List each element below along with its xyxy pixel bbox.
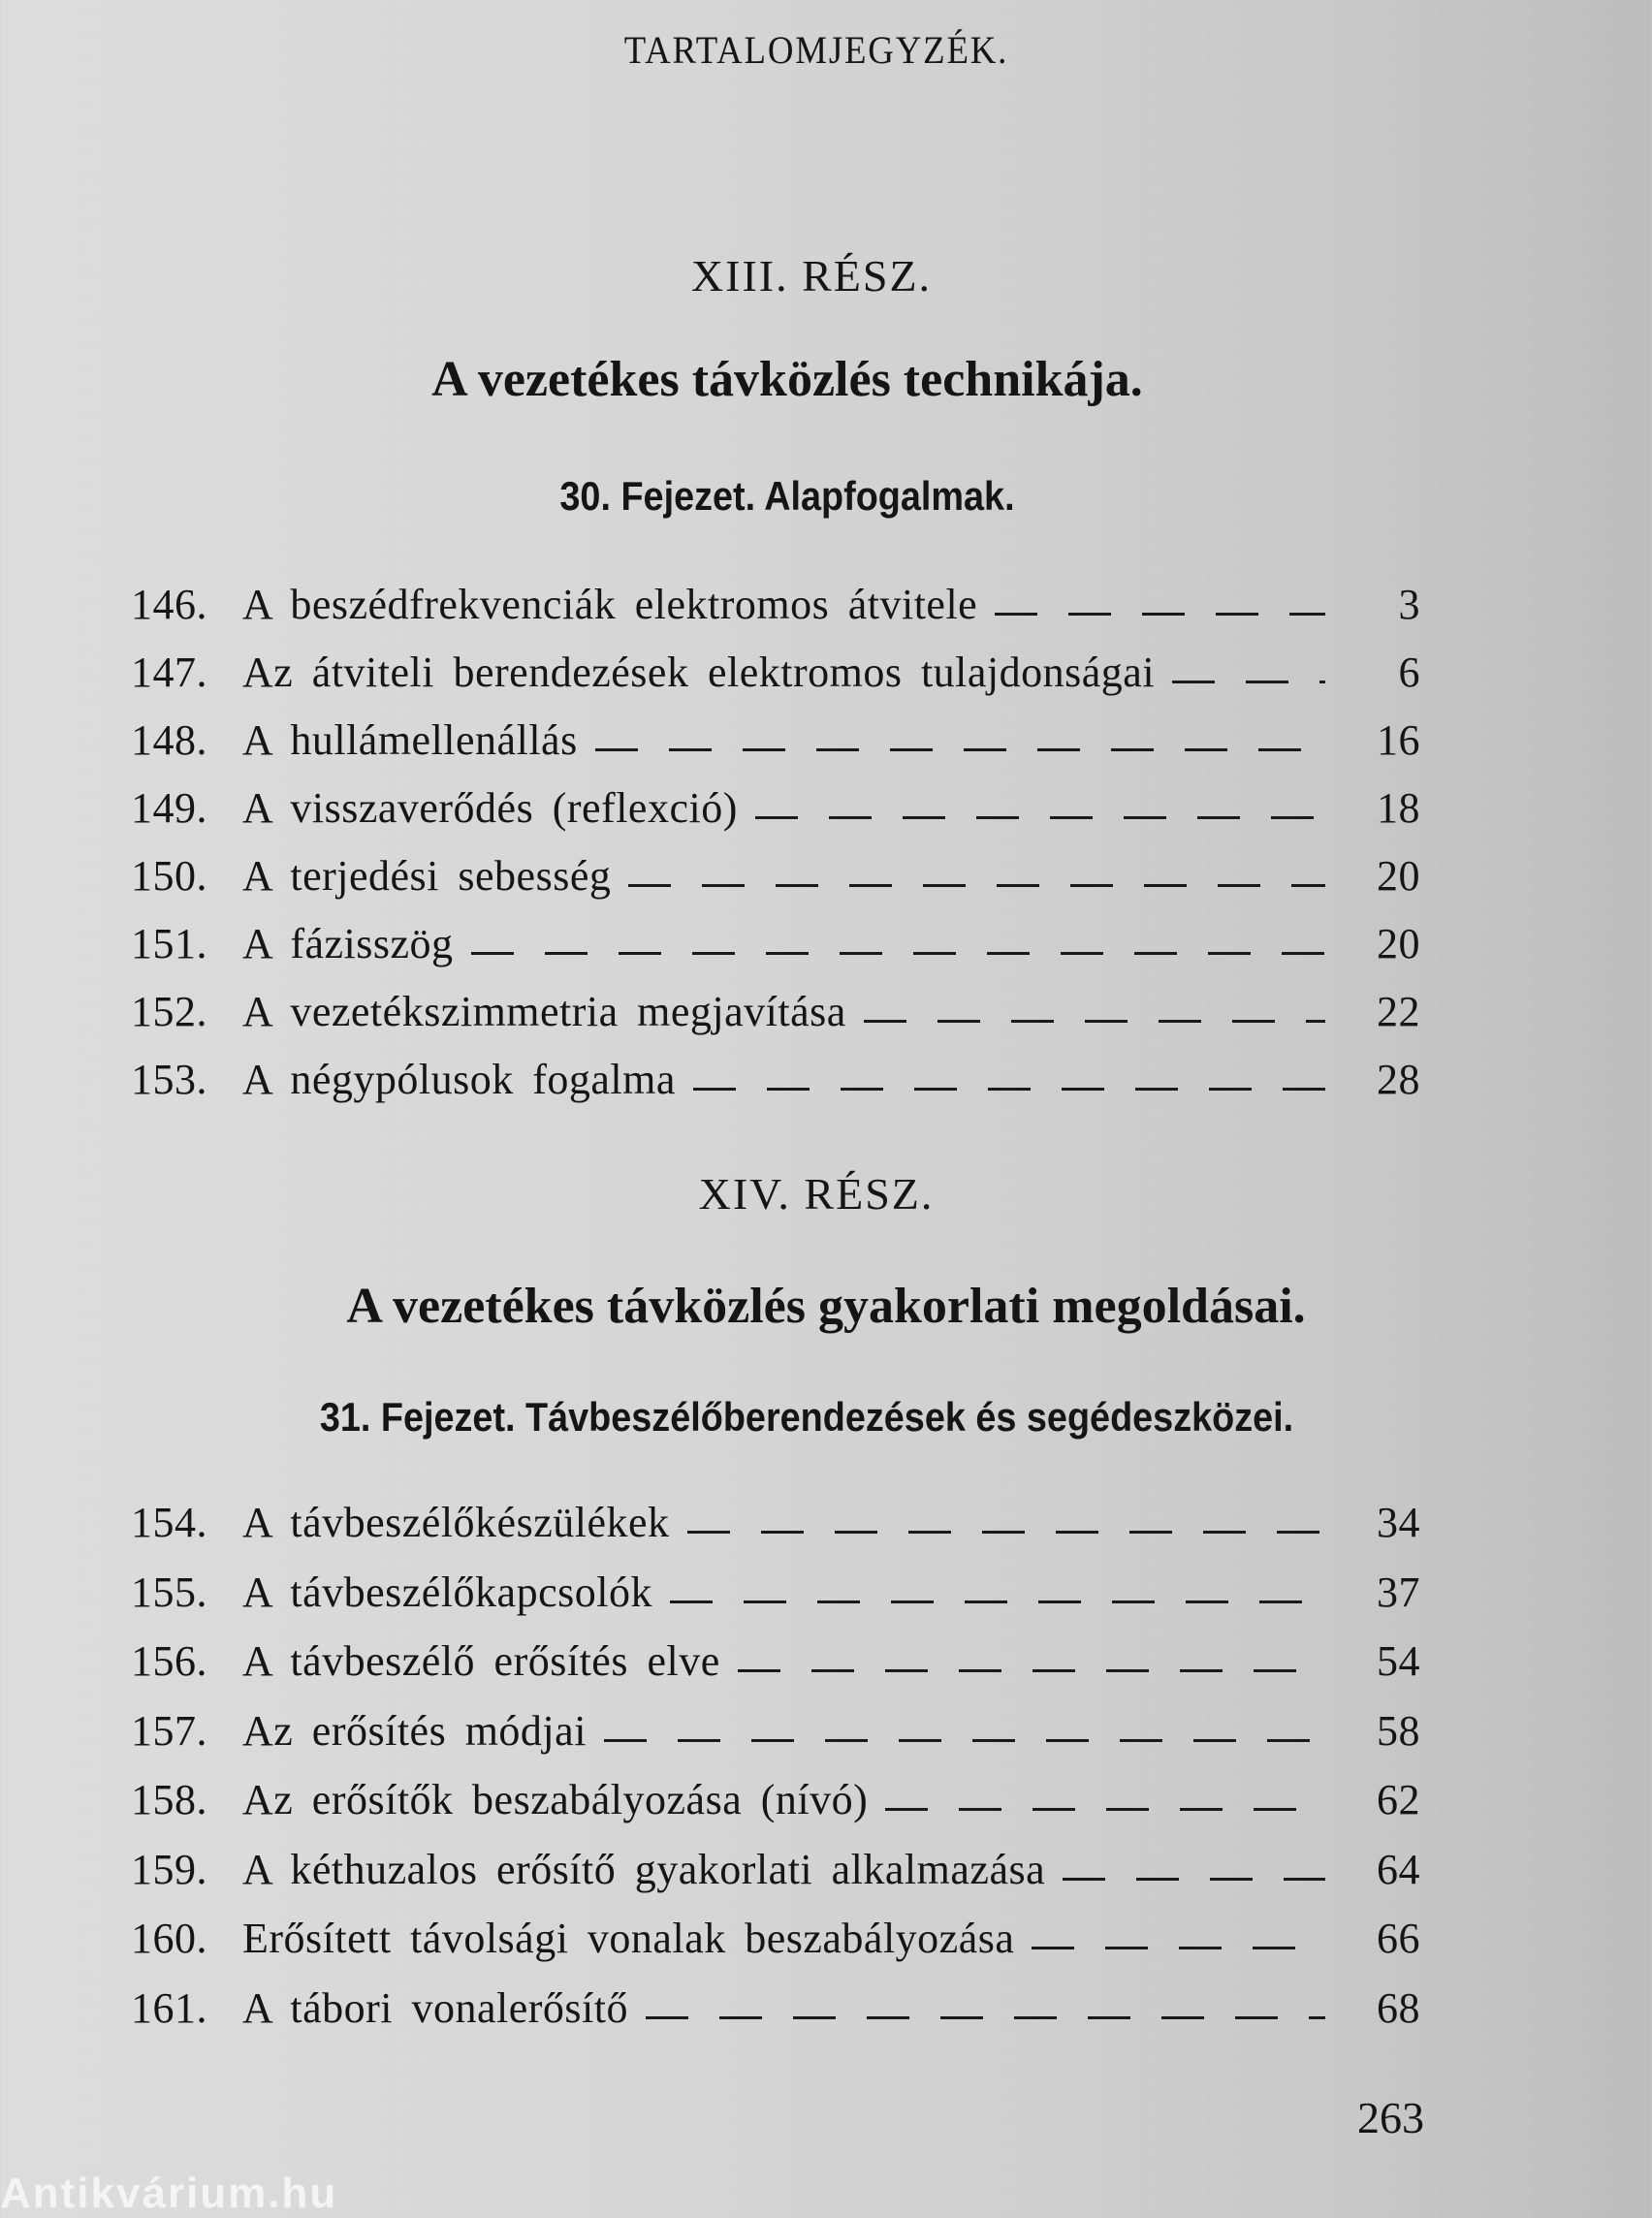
entry-number: 160. [131, 1915, 207, 1962]
entry-page: 20 [1377, 852, 1420, 900]
toc-entry [131, 1983, 1420, 2053]
entry-title: Erősített távolsági vonalak beszabályozása [242, 1915, 1015, 1962]
entry-page: 58 [1377, 1706, 1420, 1755]
dot-leader [885, 1808, 1325, 1811]
entry-number: 157. [131, 1706, 207, 1755]
entry-title: Az átviteli berendezések elektromos tulajdonságai [242, 649, 1156, 696]
entry-title: A tábori vonalerősítő [242, 1983, 628, 2032]
entry-page: 16 [1377, 716, 1420, 764]
entry-number: 148. [131, 716, 207, 764]
entry-title: Az erősítők beszabályozása (nívó) [242, 1776, 869, 1823]
dot-leader [693, 1088, 1325, 1091]
entry-page: 62 [1377, 1776, 1420, 1823]
entry-number: 159. [131, 1845, 207, 1893]
dot-leader [628, 884, 1325, 887]
entry-page: 20 [1377, 920, 1420, 967]
chapter-heading: 31. Fejezet. Távbeszélőberendezések és segédeszközei. [319, 1394, 1294, 1440]
toc-entry [131, 1775, 1420, 1845]
toc-entry [131, 1568, 1420, 1637]
dot-leader [646, 2016, 1325, 2019]
entry-number: 150. [131, 852, 207, 900]
toc-entry [131, 715, 1420, 783]
toc-entry [131, 1636, 1420, 1706]
entry-number: 156. [131, 1637, 207, 1685]
entry-title: A vezetékszimmetria megjavítása [242, 988, 846, 1035]
entry-title: A visszaverődés (reflexció) [242, 784, 738, 832]
entry-page: 54 [1377, 1637, 1420, 1685]
dot-leader [864, 1020, 1325, 1023]
toc-entry [131, 919, 1420, 987]
entry-title: Az erősítés módjai [242, 1706, 587, 1755]
entry-title: A távbeszélőkészülékek [242, 1499, 670, 1546]
entry-title: A kéthuzalos erősítő gyakorlati alkalmazása [242, 1845, 1046, 1893]
toc-entry [131, 1498, 1420, 1568]
entry-page: 37 [1377, 1568, 1420, 1616]
part-heading: A vezetékes távközlés gyakorlati megoldásai. [346, 1279, 1306, 1334]
dot-leader [1063, 1878, 1325, 1881]
toc-entry [131, 1845, 1420, 1915]
entry-page: 6 [1398, 649, 1420, 696]
entry-page: 28 [1377, 1056, 1420, 1103]
dot-leader [471, 952, 1325, 955]
toc-entry [131, 1055, 1420, 1123]
page-title: TARTALOMJEGYZÉK. [623, 28, 1009, 72]
entry-number: 146. [131, 581, 207, 628]
entry-number: 149. [131, 784, 207, 832]
toc-entry [131, 648, 1420, 715]
entry-number: 161. [131, 1983, 207, 2032]
entry-page: 68 [1377, 1983, 1420, 2032]
entry-title: A távbeszélőkapcsolók [242, 1568, 652, 1616]
entry-number: 158. [131, 1776, 207, 1823]
part-label: XIII. RÉSZ. [690, 251, 933, 301]
dot-leader [670, 1600, 1325, 1603]
dot-leader [755, 816, 1325, 819]
entry-number: 152. [131, 988, 207, 1035]
entry-title: A távbeszélő erősítés elve [242, 1637, 720, 1685]
entry-number: 151. [131, 920, 207, 967]
entry-title: A hullámellenállás [242, 716, 578, 764]
toc-list [131, 580, 1420, 1123]
part-heading: A vezetékes távközlés technikája. [431, 352, 1143, 407]
entry-number: 155. [131, 1568, 207, 1616]
dot-leader [1032, 1947, 1325, 1949]
entry-title: A fázisszög [242, 920, 454, 967]
entry-title: A négypólusok fogalma [242, 1056, 676, 1103]
part-label: XIV. RÉSZ. [698, 1169, 935, 1219]
dot-leader [595, 748, 1325, 751]
entry-number: 147. [131, 649, 207, 696]
entry-page: 34 [1377, 1499, 1420, 1546]
toc-entry [131, 580, 1420, 648]
page-number: 263 [1357, 2093, 1424, 2142]
entry-number: 154. [131, 1499, 207, 1546]
toc-entry [131, 783, 1420, 851]
entry-page: 64 [1377, 1845, 1420, 1893]
entry-number: 153. [131, 1056, 207, 1103]
dot-leader [738, 1669, 1325, 1672]
entry-page: 3 [1398, 581, 1420, 628]
entry-page: 22 [1377, 988, 1420, 1035]
toc-entry [131, 851, 1420, 919]
entry-title: A beszédfrekvenciák elektromos átvitele [242, 581, 978, 628]
entry-page: 18 [1377, 784, 1420, 832]
chapter-heading: 30. Fejezet. Alapfogalmak. [559, 473, 1015, 519]
toc-entry [131, 987, 1420, 1055]
toc-entry [131, 1914, 1420, 1983]
dot-leader [687, 1531, 1325, 1534]
entry-page: 66 [1377, 1915, 1420, 1962]
dot-leader [604, 1739, 1325, 1742]
toc-list [131, 1498, 1420, 2052]
watermark: Antikvárium.hu [0, 2170, 338, 2217]
toc-entry [131, 1706, 1420, 1776]
dot-leader [995, 613, 1325, 616]
dot-leader [1172, 681, 1325, 683]
entry-title: A terjedési sebesség [242, 852, 612, 900]
